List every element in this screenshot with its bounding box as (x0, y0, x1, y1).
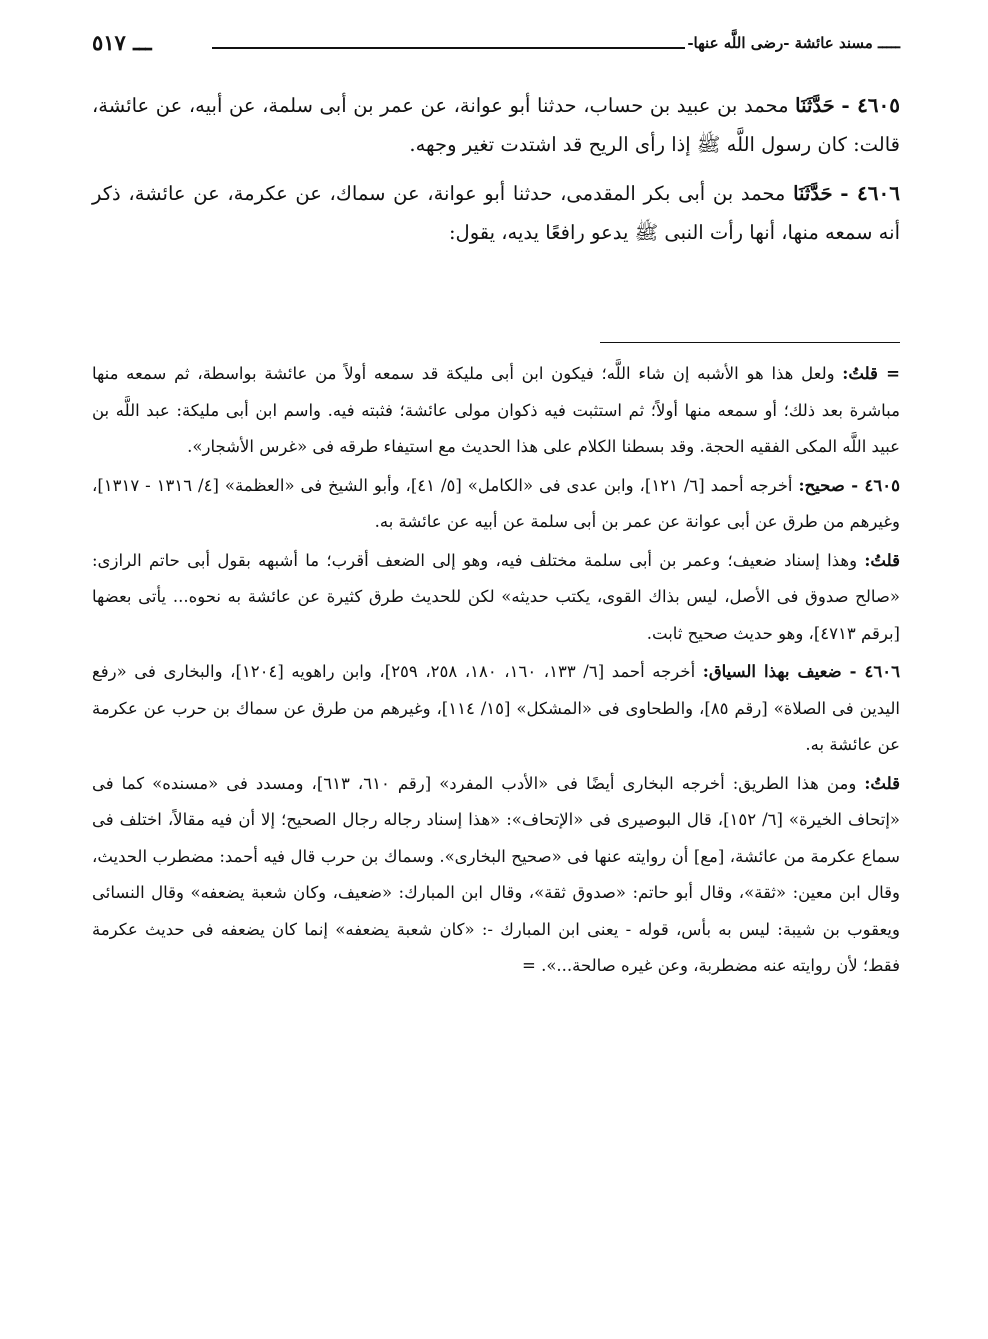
footnote-label: = قلتُ: (842, 364, 900, 383)
hadith-text (92, 86, 900, 262)
footnote-body: وهذا إسناد ضعيف؛ وعمر بن أبى سلمة مختلف فيه، وهو إلى الضعف أقرب؛ ما أشبهه بقول أبى حاتم الرازى: «صالح صدوق فى الأصل، ليس بذاك القوى، يكتب حديثه» لكن للحديث طرق كثيرة عن عائشة به نحوه... يأتى بعضها [برقم ٤٧١٣]، وهو حديث صحيح ثابت. (92, 550, 900, 643)
footnote-4605-comment (92, 543, 900, 653)
footnote-label: ٤٦٠٥ - صحيح: (798, 475, 900, 495)
hadith-4605 (92, 86, 900, 164)
page-header (92, 30, 900, 60)
page-number: ـــ ٥١٧ (92, 30, 152, 55)
footnote-body: أخرجه أحمد [٦/ ١٣٣، ١٦٠، ١٨٠، ٢٥٨، ٢٥٩]، وابن راهويه [١٢٠٤]، والبخارى فى «رفع اليدين فى الصلاة» [رقم ٨٥]، والطحاوى فى «المشكل» [١٥/ ١١٤]، وغيرهم من طرق عن سماك بن حرب عن عكرمة عن عائشة به. (92, 662, 900, 754)
footnote-4605 (92, 468, 900, 541)
footnote-divider (600, 342, 900, 343)
header-rule (212, 47, 685, 49)
footnote-body: أخرجه أحمد [٦/ ١٢١]، وابن عدى فى «الكامل» [٥/ ٤١]، وأبو الشيخ فى «العظمة» [٤/ ١٣١٦ - ١٣١٧]، وغيرهم من طرق عن أبى عوانة عن عمر بن أبى سلمة عن أبيه عن عائشة به. (92, 475, 900, 531)
footnote-body: ومن هذا الطريق: أخرجه البخارى أيضًا فى «الأدب المفرد» [رقم ٦١٠، ٦١٣]، ومسدد فى «مسنده» كما فى «إتحاف الخيرة» [٦/ ١٥٢]، قال البوصيرى فى «الإتحاف»: «هذا إسناد رجاله رجال الصحيح؛ إلا أن فيه مقالاً، اختلف فى سماع عكرمة من عائشة، [مع] أن روايته عنها فى «صحيح البخارى». وسماك بن حرب قال فيه أحمد: مضطرب الحديث، وقال ابن معين: «ثقة»، وقال أبو حاتم: «صدوق ثقة»، وقال ابن المبارك: «ضعيف، وكان شعبة يضعفه» وقال النسائى ويعقوب بن شيبة: ليس به بأس، قوله - يعنى ابن المبارك -: «كان شعبة يضعفه» إنما كان يضعفه فى حديث عكرمة فقط؛ لأن روايته عنه مضطربة، وعن غيره صالحة...». = (92, 773, 900, 975)
footnote-4606 (92, 654, 900, 764)
hadith-number: ٤٦٠٦ - (840, 181, 901, 205)
footnote-4606-comment (92, 766, 900, 985)
footnote-label: قلتُ: (864, 773, 900, 793)
footnotes (92, 356, 900, 985)
hadith-opening: حَدَّثَنَا (793, 182, 833, 205)
footnote-continuation (92, 356, 900, 466)
hadith-4606 (92, 174, 900, 252)
hadith-opening: حَدَّثَنَا (795, 94, 835, 117)
footnote-body: ولعل هذا هو الأشبه إن شاء اللَّه؛ فيكون ابن أبى مليكة قد سمعه أولاً من عائشة بواسطة، ثم سمعه منها مباشرة بعد ذلك؛ أو سمعه منها أولاً؛ ثم استثبت فيه ذكوان مولى عائشة؛ فثبته فيه. واسم ابن أبى مليكة: عبد اللَّه بن عبيد اللَّه المكى الفقيه الحجة. وقد بسطنا الكلام على هذا الحديث مع استيفاء طرقه فى «غرس الأشجار». (92, 364, 900, 456)
hadith-number: ٤٦٠٥ - (841, 93, 901, 117)
hadith-body: محمد بن عبيد بن حساب، حدثنا أبو عوانة، عن عمر بن أبى سلمة، عن أبيه، عن عائشة، قالت: كان رسول اللَّه ﷺ إذا رأى الريح قد اشتدت تغير وجهه. (92, 94, 900, 156)
hadith-body: محمد بن أبى بكر المقدمى، حدثنا أبو عوانة، عن سماك، عن عكرمة، عن عائشة، ذكر أنه سمعه منها، أنها رأت النبى ﷺ يدعو رافعًا يديه، يقول: (92, 182, 900, 244)
footnote-label: قلتُ: (864, 550, 900, 570)
footnote-label: ٤٦٠٦ - ضعيف بهذا السياق: (702, 662, 900, 681)
running-title: ـــــ مسند عائشة -رضى اللَّه عنها- (687, 34, 900, 52)
